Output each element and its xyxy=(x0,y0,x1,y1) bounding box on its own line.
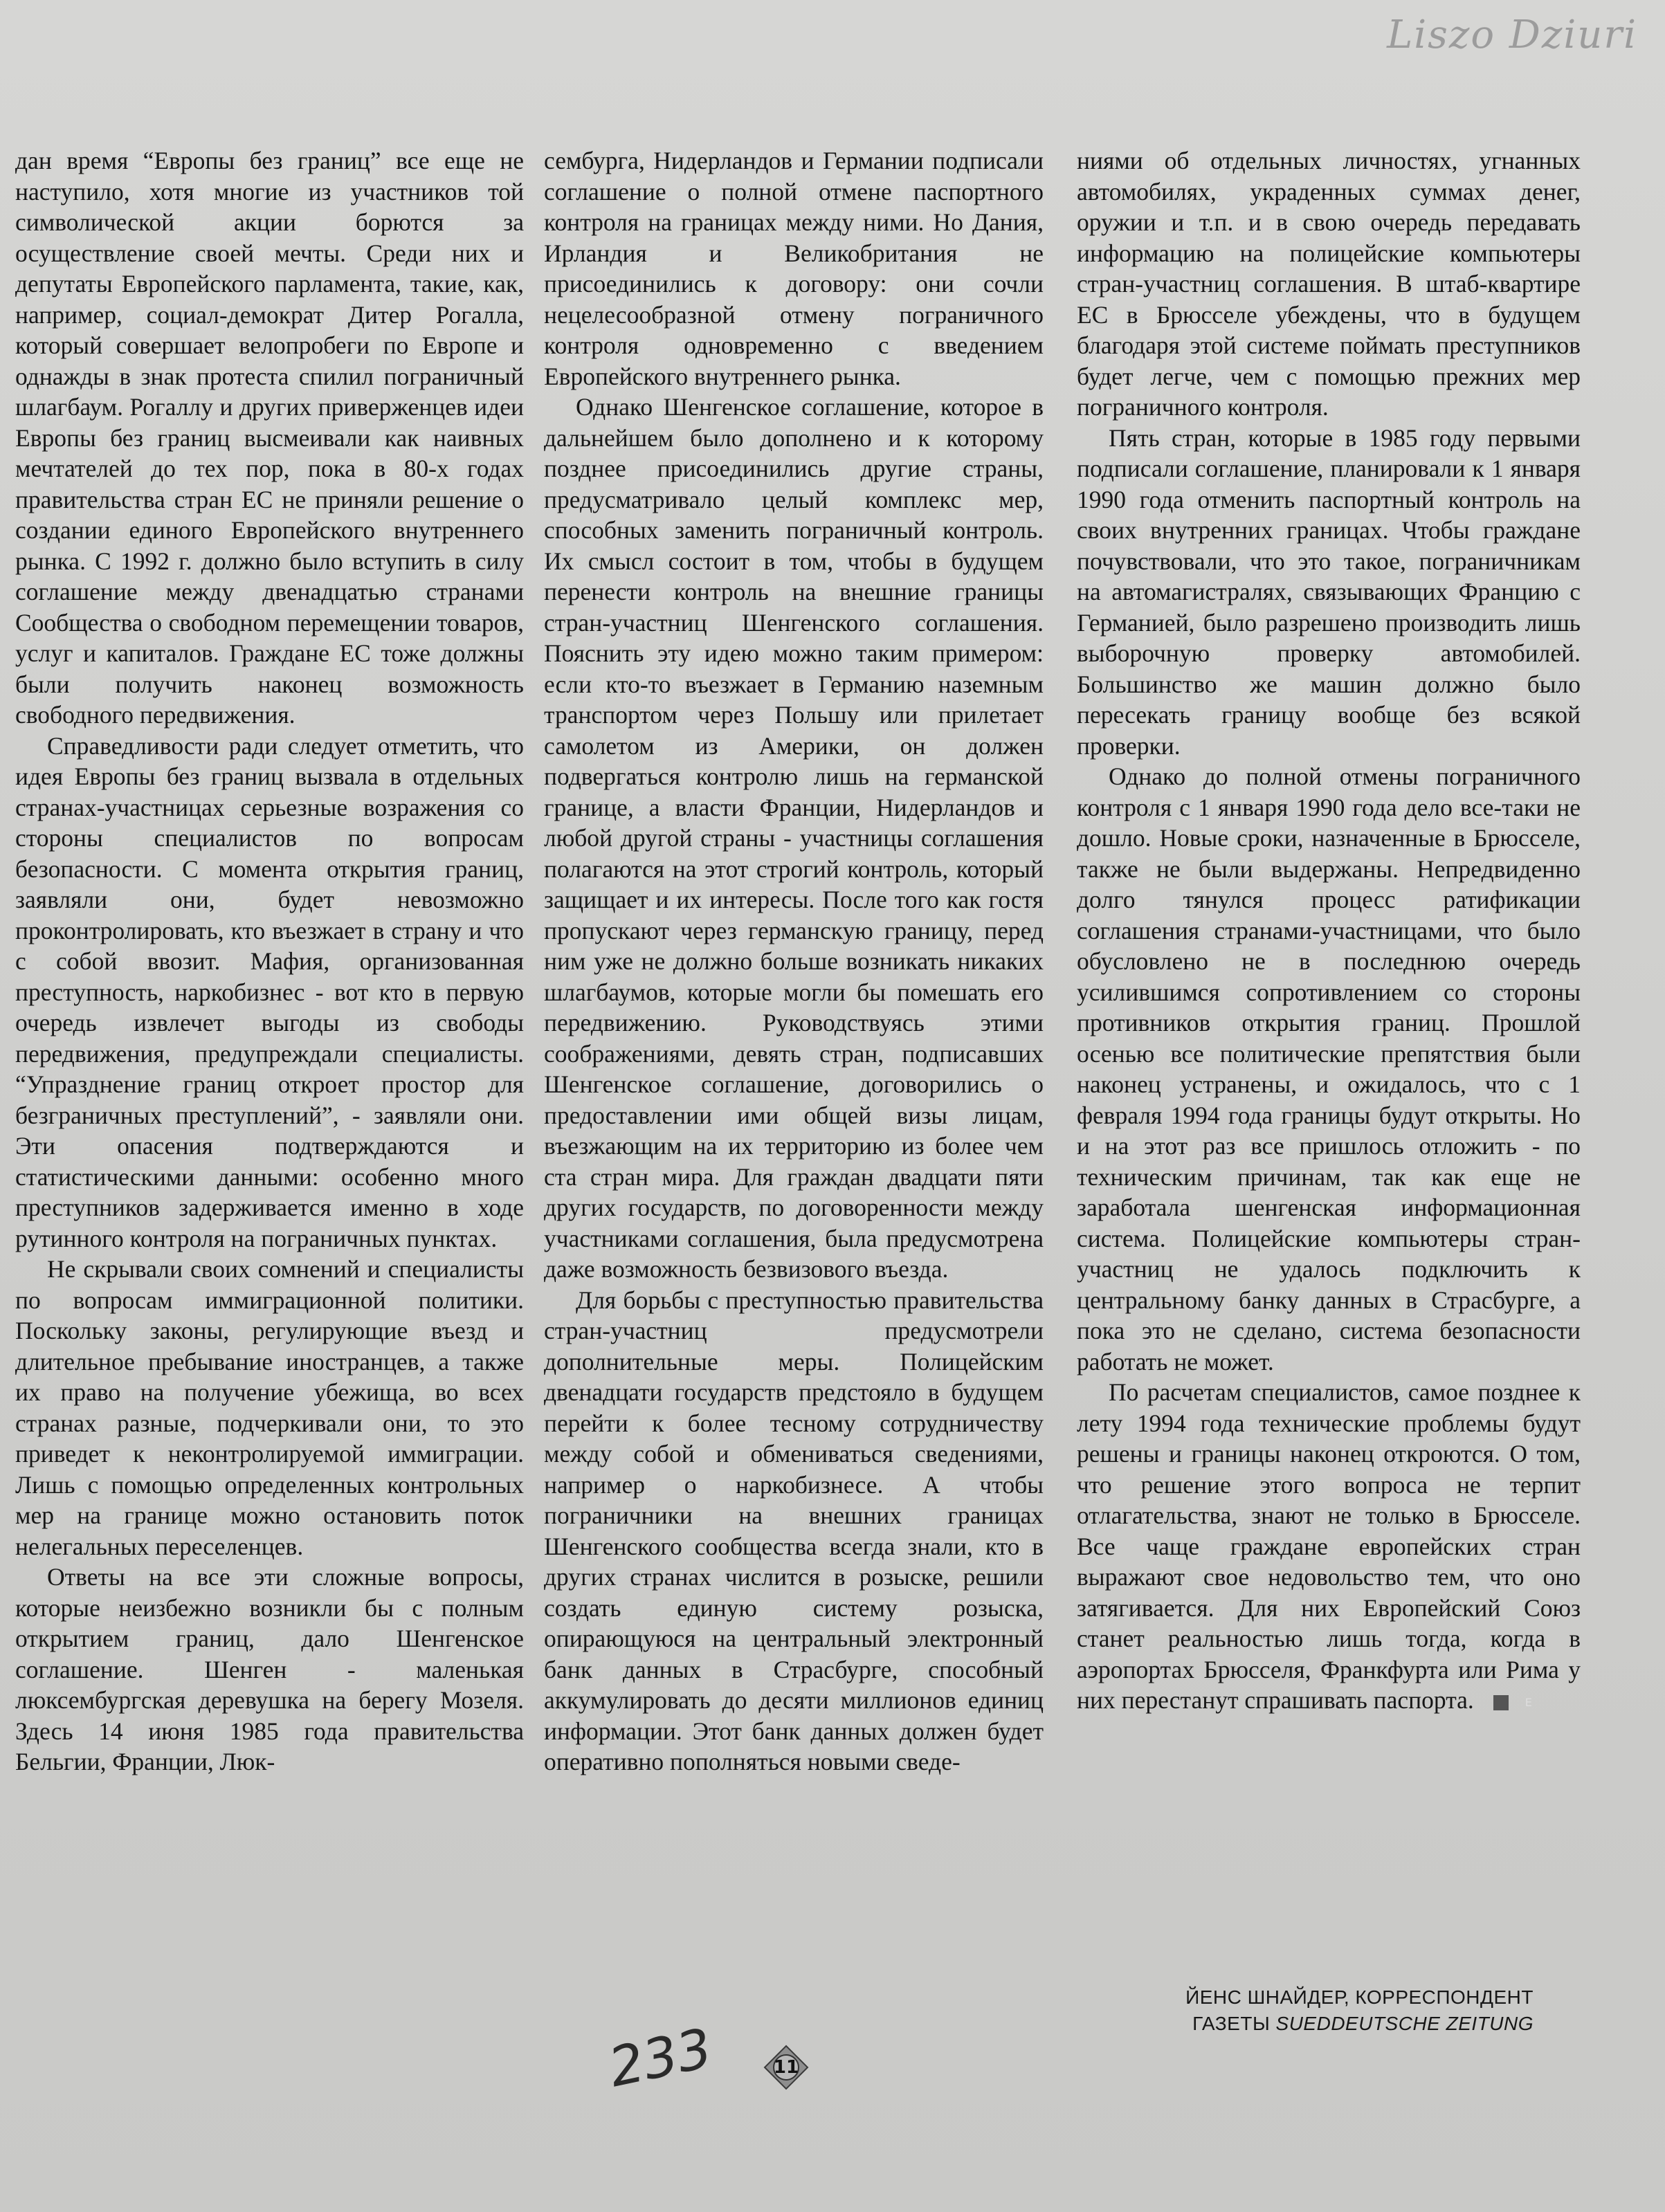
page-number: 11 xyxy=(773,2057,799,2078)
byline-newspaper xyxy=(1185,2011,1534,2037)
article-column-3 xyxy=(1077,145,1581,1716)
paragraph: Для борьбы с преступностью правительства стран-участниц предусмотрели дополнительные меры. Полицейским двенадцати государств предстояло в будущем перейти к более тесному сотрудничеству между собой и обмениваться сведениями, например о наркобизнесе. А чтобы пограничники на внешних границах Шенгенского сообщества всегда знали, кто в других странах числится в розыске, решили создать единую систему розыска, опирающуюся на центральный электронный банк данных в Страсбурге, способный аккумулировать до десяти миллионов единиц информации. Этот банк данных должен будет оперативно пополняться новыми сведе- xyxy=(544,1286,1044,1775)
paragraph: дан время “Европы без границ” все еще не наступило, хотя многие из участников той символической акции борются за осуществление своей мечты. Среди них и депутаты Европейского парламента, такие, как, например, социал-демократ Дитер Рогалла, который совершает велопробеги по Европе и однажды в знак протеста спилил пограничный шлагбаум. Рогаллу и других приверженцев идеи Европы без границ высмеивали как наивных мечтателей до тех пор, пока в 80-х годах правительства стран ЕС не приняли решение о создании единого Европейского внутреннего рынка. С 1992 г. должно было вступить в силу соглашение между двенадцатью странами Сообщества о свободном перемещении товаров, услуг и капиталов. Граждане ЕС тоже должны были получить наконец возможность свободного передвижения. xyxy=(15,147,524,729)
article-column-1 xyxy=(15,145,524,1777)
paragraph: Справедливости ради следует отметить, что идея Европы без границ вызвала в отдельных странах-участницах серьезные возражения со стороны специалистов по вопросам безопасности. С момента открытия границ, заявляли они, будет невозможно проконтролировать, кто въезжает в страну и что с собой ввозит. Мафия, организованная преступность, наркобизнес - вот кто в первую очередь извлечет выгоды из свободы передвижения, предупреждали специалисты. “Упразднение границ откроет простор для безграничных преступлений”, - заявляли они. Эти опасения подтверждаются и статистическими данными: особенно много преступников задерживается именно в ходе рутинного контроля на пограничных пунктах. xyxy=(15,731,524,1252)
paragraph: Ответы на все эти сложные вопросы, которые неизбежно возникли бы с полным открытием границ, дало Шенгенское соглашение. Шенген - маленькая люксембургская деревушка на берегу Мозеля. Здесь 14 июня 1985 года правительства Бельгии, Франции, Люк- xyxy=(15,1563,524,1775)
newspaper-name: SUEDDEUTSCHE ZEITUNG xyxy=(1275,2013,1534,2034)
header-handwriting: Liszo Dziuri xyxy=(1387,12,1637,57)
byline xyxy=(1185,1984,1534,2037)
paragraph: сембурга, Нидерландов и Германии подписали соглашение о полной отмене паспортного контроля на границах между ними. Но Дания, Ирландия и Великобритания не присоединились к договору: они сочли нецелесообразной отмену пограничного контроля одновременно с введением Европейского внутреннего рынка. xyxy=(544,147,1044,390)
byline-prefix: ГАЗЕТЫ xyxy=(1192,2013,1276,2034)
article-column-2 xyxy=(544,145,1044,1777)
end-of-article-mark: E xyxy=(1493,1695,1509,1710)
paragraph: Пять стран, которые в 1985 году первыми подписали соглашение, планировали к 1 января 1990 года отменить паспортный контроль на своих внутренних границах. Чтобы граждане почувствовали, что это такое, пограничникам на автомагистралях, связывающих Францию с Германией, было разрешено производить лишь выборочную проверку автомобилей. Большинство же машин должно было пересекать границу вообще без всякой проверки. xyxy=(1077,423,1581,760)
paragraph: Не скрывали своих сомнений и специалисты по вопросам иммиграционной политики. Поскольку законы, регулирующие въезд и длительное пребывание иностранцев, а также их право на получение убежища, во всех странах разные, подчеркивали они, то это приведет к неконтролируемой иммиграции. Лишь с помощью определенных контрольных мер на границе можно остановить поток нелегальных переселенцев. xyxy=(15,1255,524,1560)
paragraph: ниями об отдельных личностях, угнанных автомобилях, украденных суммах денег, оружии и т.п. и в свою очередь передавать информацию на полицейские компьютеры стран-участниц соглашения. В штаб-квартире ЕС в Брюсселе убеждены, что в будущем благодаря этой системе поймать преступников будет легче, чем с помощью прежних мер пограничного контроля. xyxy=(1077,147,1581,421)
handwritten-number: 233 xyxy=(603,2017,718,2100)
byline-author: ЙЕНС ШНАЙДЕР, КОРРЕСПОНДЕНТ xyxy=(1185,1986,1534,2008)
paragraph: Однако Шенгенское соглашение, которое в дальнейшем было дополнено и к которому позднее присоединились другие страны, предусматривало целый комплекс мер, способных заменить пограничный контроль. Их смысл состоит в том, чтобы в будущем перенести контроль на внешние границы стран-участниц Шенгенского соглашения. Пояснить эту идею можно таким примером: если кто-то въезжает в Германию наземным транспортом через Польшу или прилетает самолетом из Америки, он должен подвергаться контролю лишь на германской границе, а власти Франции, Нидерландов и любой другой страны - участницы соглашения полагаются на этот строгий контроль, который защищает и их интересы. После того как гостя пропускают через германскую границу, перед ним уже не должно больше возникать никаких шлагбаумов, которые могли бы помешать его передвижению. Руководствуясь этими соображениями, девять стран, подписавших Шенгенское соглашение, договорились о предоставлении ими общей визы лицам, въезжающим на их территорию из более чем ста стран мира. Для граждан двадцати пяти других государств, по договоренности между участниками соглашения, была предусмотрена даже возможность безвизового въезда. xyxy=(544,393,1044,1283)
paragraph-final-text: По расчетам специалистов, самое позднее к лету 1994 года технические проблемы будут решены и границы наконец откроются. О том, что решение этого вопроса не терпит отлагательства, знают не только в Брюсселе. Все чаще граждане европейских стран выражают свое недовольство тем, что оно затягивается. Для них Европейский Союз станет реальностью лишь тогда, когда в аэропортах Брюсселя, Франкфурта или Рима у них перестанут спрашивать паспорта. xyxy=(1077,1378,1581,1714)
paragraph-final xyxy=(1077,1377,1581,1716)
paragraph: Однако до полной отмены пограничного контроля с 1 января 1990 года дело все-таки не дошло. Новые сроки, назначенные в Брюсселе, также не были выдержаны. Непредвиденно долго тянулся процесс ратификации соглашения странами-участницами, что было обусловлено не в последнюю очередь усилившимся сопротивлением со стороны противников открытия границ. Прошлой осенью все политические препятствия были наконец устранены, и ожидалось, что с 1 февраля 1994 года границы будут открыты. Но и на этот раз все пришлось отложить - по техническим причинам, так как еще не заработала шенгенская информационная система. Полицейские компьютеры стран-участниц не удалось подключить к центральному банку данных в Страсбурге, а пока это не сделано, система безопасности работать не может. xyxy=(1077,762,1581,1375)
